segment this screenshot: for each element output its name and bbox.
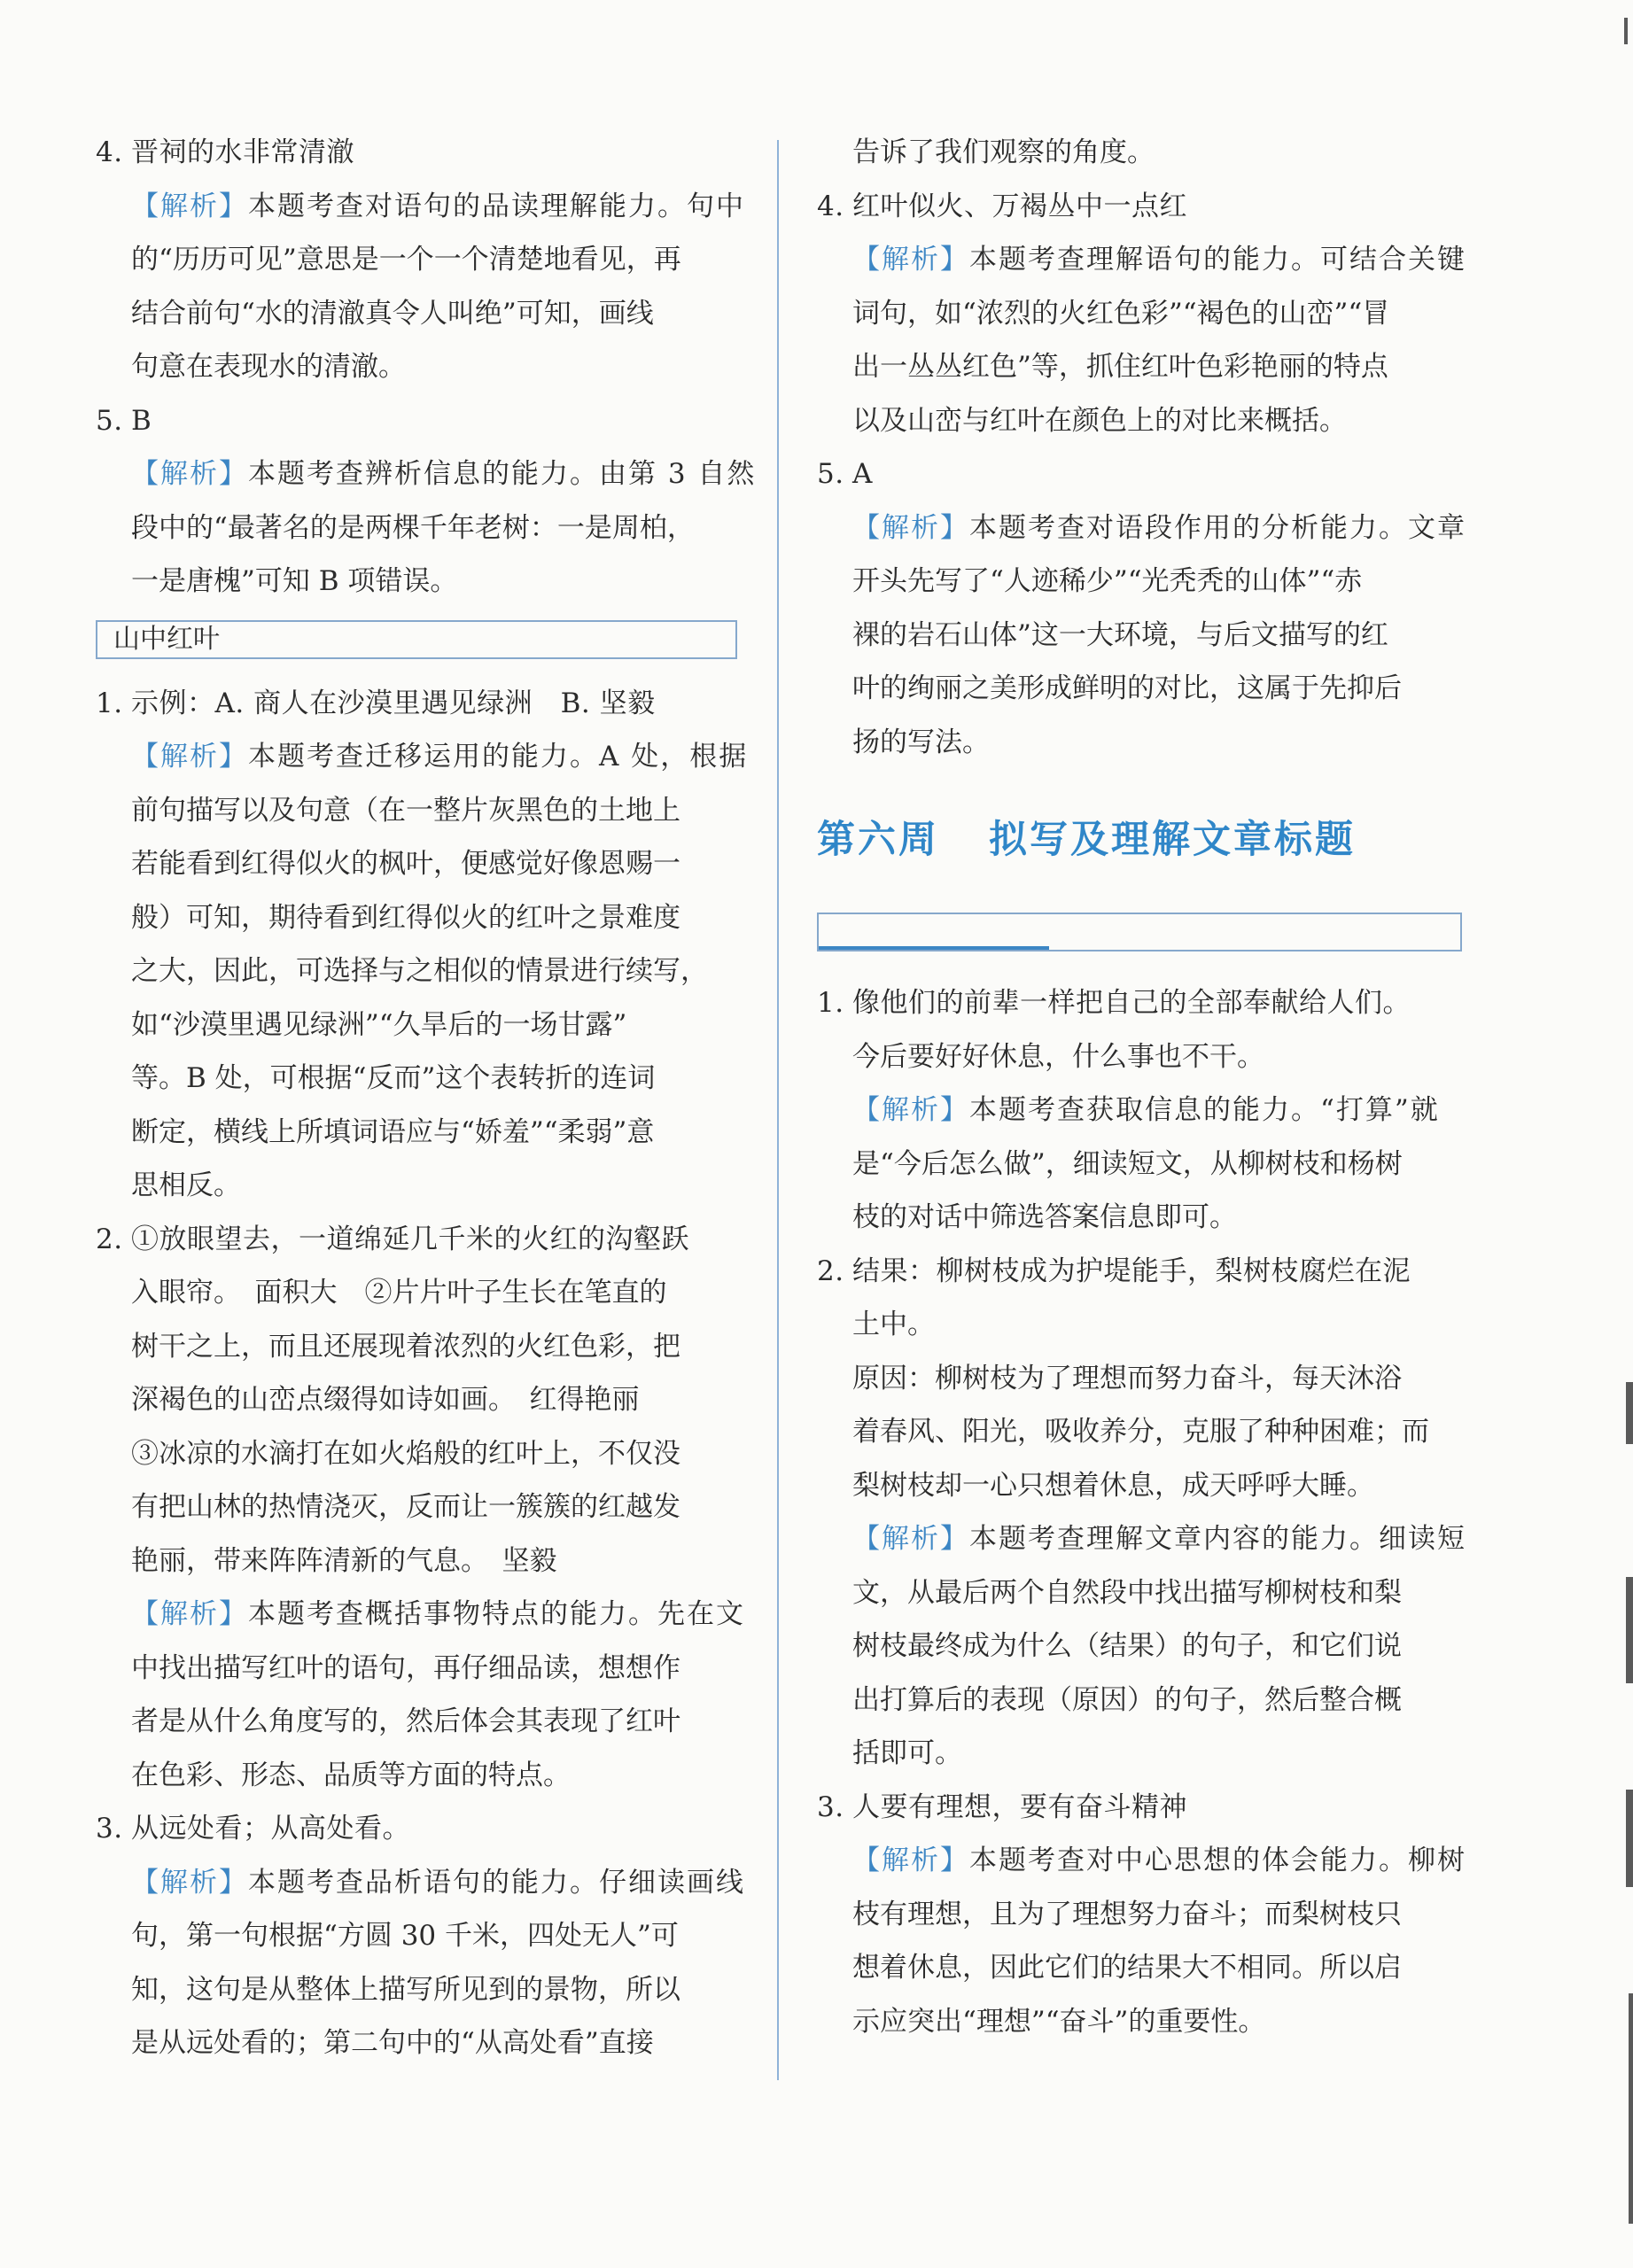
scan-edge-mark <box>1629 1993 1633 2224</box>
line-text: 句意在表现水的清澈。 <box>131 351 406 383</box>
analysis-label: 【解析】 <box>131 1866 248 1899</box>
line-text: 原因：柳树枝为了理想而努力奋斗，每天沐浴 <box>852 1362 1402 1394</box>
line-text: 知，这句是从整体上描写所见到的景物，所以 <box>131 1973 680 2006</box>
line-text: 结合前句“水的清澈真令人叫绝”可知，画线 <box>131 297 654 330</box>
line-text: 着春风、阳光，吸收养分，克服了种种困难；而 <box>852 1416 1429 1448</box>
week-topic: 拟写及理解文章标题 <box>989 818 1356 862</box>
text-line <box>96 998 737 1052</box>
text-line <box>96 1749 737 1803</box>
line-text: 段中的“最著名的是两棵千年老树：一是周柏， <box>131 511 695 544</box>
left-column <box>96 126 757 2070</box>
line-text: 一是唐槐”可知 B 项错误。 <box>131 565 458 597</box>
analysis-line <box>96 447 757 501</box>
answer-line <box>96 677 737 731</box>
text-line <box>817 1298 1462 1352</box>
line-text: 中找出描写红叶的语句，再仔细品读，想想作 <box>131 1651 680 1684</box>
line-text: 扬的写法。 <box>852 726 990 758</box>
line-text: 本题考查概括事物特点的能力。先在文 <box>248 1598 745 1630</box>
text-line <box>817 1941 1462 1995</box>
text-line <box>817 1619 1462 1674</box>
text-line <box>817 555 1462 609</box>
answer-line <box>817 180 1462 234</box>
answer-line <box>817 976 1462 1030</box>
line-text: 出一丛丛红色”等，抓住红叶色彩艳丽的特点 <box>852 351 1388 383</box>
question-number: 3. <box>817 1790 844 1823</box>
analysis-line <box>96 180 745 234</box>
analysis-label: 【解析】 <box>852 1094 969 1126</box>
line-text: 出打算后的表现（原因）的句子，然后整合概 <box>852 1683 1402 1716</box>
answer-line <box>817 1245 1462 1299</box>
text-line <box>96 891 737 945</box>
line-text: ③冰凉的水滴打在如火焰般的红叶上，不仅没 <box>131 1437 680 1470</box>
text-line <box>96 944 737 998</box>
question-number: 2. <box>817 1254 844 1287</box>
text-line <box>96 340 737 394</box>
line-text: 词句，如“浓烈的火红色彩”“褐色的山峦”“冒 <box>852 297 1390 330</box>
line-text: 开头先写了“人迹稀少”“光秃秃的山体”“赤 <box>852 565 1363 597</box>
text-line <box>96 1480 737 1534</box>
analysis-line <box>817 1512 1466 1566</box>
line-text: 以及山峦与红叶在颜色上的对比来概括。 <box>852 404 1347 437</box>
week-label: 第六周 <box>817 818 939 862</box>
analysis-label: 【解析】 <box>852 1845 969 1876</box>
text-line <box>96 2016 737 2070</box>
analysis-line <box>817 1834 1466 1888</box>
analysis-line <box>96 1856 745 1910</box>
line-text: 深褐色的山峦点缀得如诗如画。 红得艳丽 <box>131 1384 640 1416</box>
text-line <box>817 1459 1462 1513</box>
line-text: 本题考查辨析信息的能力。由第 3 自然 <box>248 458 757 490</box>
text-line <box>817 1566 1462 1620</box>
line-text: 本题考查对语段作用的分析能力。文章 <box>969 511 1466 544</box>
line-text: 是从远处看的；第二句中的“从高处看”直接 <box>131 2027 654 2059</box>
line-text: 枝的对话中筛选答案信息即可。 <box>852 1201 1237 1233</box>
section-title: 山中红叶 <box>113 623 220 655</box>
analysis-label: 【解析】 <box>131 1598 248 1630</box>
answer-block <box>96 677 749 2070</box>
analysis-label: 【解析】 <box>131 458 248 490</box>
line-text: 像他们的前辈一样把自己的全部奉献给人们。 <box>852 987 1411 1019</box>
text-line <box>817 340 1462 394</box>
answer-line <box>817 1781 1462 1835</box>
text-line <box>96 233 737 287</box>
answer-line <box>817 447 1462 501</box>
line-text: 思相反。 <box>131 1169 241 1201</box>
line-text: 是“今后怎么做”，细读短文，从柳树枝和杨树 <box>852 1147 1403 1180</box>
text-line <box>817 1405 1462 1459</box>
text-line <box>817 1995 1462 2049</box>
line-text: 本题考查理解语句的能力。可结合关键 <box>969 244 1466 276</box>
line-text: 的“历历可见”意思是一个一个清楚地看见，再 <box>131 244 681 276</box>
answer-line <box>96 394 737 448</box>
text-line <box>817 1674 1462 1728</box>
column-divider <box>777 140 779 2080</box>
line-text: 告诉了我们观察的角度。 <box>852 136 1155 168</box>
question-number: 4. <box>96 136 123 168</box>
question-number: 1. <box>817 987 844 1019</box>
answer-line <box>96 1213 737 1267</box>
question-number: 5. <box>96 404 123 437</box>
text-line <box>96 1963 737 2017</box>
line-text: B <box>131 404 152 437</box>
line-text: 在色彩、形态、品质等方面的特点。 <box>131 1759 571 1791</box>
text-line <box>96 1427 737 1481</box>
text-line <box>817 716 1462 770</box>
line-text: 本题考查获取信息的能力。“打算”就 <box>969 1094 1440 1126</box>
question-number: 3. <box>96 1813 123 1845</box>
line-text: 土中。 <box>852 1309 935 1340</box>
line-text: 红叶似火、万褐丛中一点红 <box>852 190 1187 222</box>
analysis-line <box>96 1588 745 1642</box>
answer-block <box>96 126 757 609</box>
text-line <box>96 1373 737 1427</box>
line-text: 今后要好好休息，什么事也不干。 <box>852 1040 1264 1073</box>
line-text: 想着休息，因此它们的结果大不相同。所以启 <box>852 1952 1402 1984</box>
analysis-line <box>817 501 1466 555</box>
analysis-line <box>817 233 1466 287</box>
analysis-line <box>96 730 749 784</box>
text-line <box>817 287 1462 341</box>
line-text: 本题考查品析语句的能力。仔细读画线 <box>248 1866 745 1899</box>
line-text: 若能看到红得似火的枫叶，便感觉好像恩赐一 <box>131 848 680 880</box>
answer-block <box>817 976 1466 2048</box>
text-line <box>96 1106 737 1160</box>
line-text: 有把山林的热情浇灭，反而让一簇簇的红越发 <box>131 1491 680 1523</box>
answer-line <box>96 126 737 180</box>
scan-edge-mark <box>1626 1382 1633 1444</box>
analysis-label: 【解析】 <box>852 244 969 276</box>
analysis-label: 【解析】 <box>131 190 248 222</box>
line-text: 之大，因此，可选择与之相似的情景进行续写， <box>131 955 708 987</box>
text-line <box>817 1138 1462 1192</box>
analysis-label: 【解析】 <box>131 741 248 773</box>
text-line <box>96 501 737 555</box>
text-line <box>817 1191 1462 1245</box>
text-line <box>96 555 737 609</box>
line-text: 本题考查迁移运用的能力。A 处，根据 <box>248 741 749 773</box>
line-text: 树枝最终成为什么（结果）的句子，和它们说 <box>852 1630 1402 1662</box>
analysis-label: 【解析】 <box>852 1523 969 1555</box>
line-text: 艳丽，带来阵阵清新的气息。 坚毅 <box>131 1544 557 1577</box>
empty-section-box <box>817 913 1462 951</box>
line-text: 本题考查对中心思想的体会能力。柳树 <box>969 1845 1466 1876</box>
line-text: 文，从最后两个自然段中找出描写柳树枝和梨 <box>852 1576 1402 1609</box>
line-text: 晋祠的水非常清澈 <box>131 136 354 168</box>
text-line <box>96 837 737 891</box>
line-text: 梨树枝却一心只想着休息，成天呼呼大睡。 <box>852 1469 1374 1502</box>
line-text: 结果：柳树枝成为护堤能手，梨树枝腐烂在泥 <box>852 1254 1411 1287</box>
text-line <box>817 1030 1462 1084</box>
text-line <box>817 609 1462 663</box>
line-text: 入眼帘。 面积大 ②片片叶子生长在笔直的 <box>131 1277 667 1309</box>
question-number: 2. <box>96 1223 123 1255</box>
text-line <box>817 394 1462 448</box>
text-line <box>96 1642 737 1696</box>
scan-edge-mark <box>1626 1577 1633 1683</box>
answer-line <box>96 1802 737 1856</box>
week-heading <box>817 813 1462 866</box>
line-text: 叶的绚丽之美形成鲜明的对比，这属于先抑后 <box>852 672 1402 704</box>
line-text: 裸的岩石山体”这一大环境，与后文描写的红 <box>852 618 1388 651</box>
question-number: 5. <box>817 458 844 490</box>
line-text: 句，第一句根据“方圆 30 千米，四处无人”可 <box>131 1920 679 1952</box>
line-text: 等。B 处，可根据“反而”这个表转折的连词 <box>131 1062 656 1094</box>
text-line <box>817 1727 1462 1781</box>
text-line <box>817 126 1462 180</box>
line-text: 从远处看；从高处看。 <box>131 1813 410 1845</box>
text-line <box>96 287 737 341</box>
text-line <box>96 1159 737 1213</box>
line-text: 本题考查理解文章内容的能力。细读短 <box>969 1523 1466 1555</box>
text-line <box>817 1352 1462 1406</box>
line-text: A <box>852 458 873 490</box>
line-text: 人要有理想，要有奋斗精神 <box>852 1790 1187 1823</box>
right-column <box>817 126 1466 2048</box>
text-line <box>96 1266 737 1320</box>
line-text: 枝有理想，且为了理想努力奋斗；而梨树枝只 <box>852 1898 1402 1930</box>
text-line <box>96 1534 737 1588</box>
question-number: 4. <box>817 190 844 222</box>
text-line <box>817 1888 1462 1942</box>
line-text: 断定，横线上所填词语应与“娇羞”“柔弱”意 <box>131 1115 655 1148</box>
line-text: 示应突出“理想”“奋斗”的重要性。 <box>852 2005 1266 2038</box>
text-line <box>96 1320 737 1374</box>
text-line <box>96 784 737 838</box>
line-text: 者是从什么角度写的，然后体会其表现了红叶 <box>131 1705 680 1737</box>
scan-edge-mark <box>1624 18 1628 44</box>
text-line <box>817 662 1462 716</box>
line-text: 树干之上，而且还展现着浓烈的火红色彩，把 <box>131 1330 680 1363</box>
section-title-box <box>96 620 737 659</box>
analysis-line <box>817 1084 1462 1138</box>
line-text: ①放眼望去，一道绵延几千米的火红的沟壑跃 <box>131 1223 689 1255</box>
line-text: 示例：A. 商人在沙漠里遇见绿洲 B. 坚毅 <box>131 687 656 719</box>
line-text: 般）可知，期待看到红得似火的红叶之景难度 <box>131 901 680 934</box>
text-line <box>96 1909 737 1963</box>
line-text: 前句描写以及句意（在一整片灰黑色的土地上 <box>131 794 680 827</box>
analysis-label: 【解析】 <box>852 511 969 544</box>
scan-edge-mark <box>1626 1790 1633 1887</box>
text-line <box>96 1052 737 1106</box>
line-text: 如“沙漠里遇见绿洲”“久旱后的一场甘露” <box>131 1008 627 1041</box>
question-number: 1. <box>96 687 123 719</box>
answer-block <box>817 126 1466 769</box>
box-accent-bar <box>819 946 1049 950</box>
line-text: 括即可。 <box>852 1737 962 1769</box>
text-line <box>96 1695 737 1749</box>
line-text: 本题考查对语句的品读理解能力。句中 <box>248 190 745 222</box>
